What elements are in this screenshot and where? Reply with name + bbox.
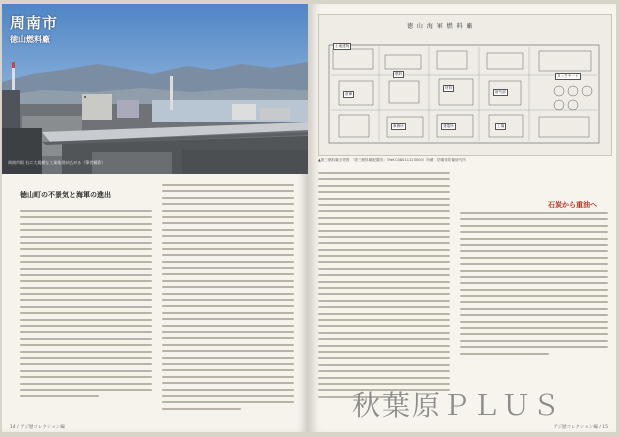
city-title	[10, 12, 58, 45]
city-photo	[2, 4, 308, 174]
map-label: 工場	[497, 124, 505, 128]
map-caption: ▲第三燃料廠全景図 「第三燃料廠配置図」（Ref.C08011123000）所蔵：防衛省防衛研究所	[318, 158, 466, 162]
text-column-2	[162, 184, 294, 414]
text-column-3	[318, 172, 450, 402]
left-page	[2, 4, 308, 432]
map-label: 土地建物	[335, 44, 350, 48]
map-label: 材料	[445, 86, 453, 90]
watermark-text: 秋葉原ＰＬＵＳ	[352, 389, 563, 422]
map-label: タンクヤード	[557, 74, 579, 78]
map-label: 燃料	[395, 72, 403, 76]
city-subtitle: 徳山燃料廠	[10, 34, 50, 44]
map-label: 発電所	[443, 124, 454, 128]
section-heading-right: 石炭から重油へ	[548, 201, 597, 209]
map-label: 研究部	[495, 90, 506, 94]
map-label: 事務所	[393, 124, 404, 128]
map-label: 倉庫	[345, 92, 353, 96]
section-heading-left: 徳山町の不景気と海軍の進出	[20, 191, 111, 199]
page-folio-left: 14 / アジ歴コレクション編	[10, 425, 65, 430]
text-column-4	[460, 212, 608, 359]
photo-caption: 周南市街 右に大規模な工業地帯が広がる（筆者撮影）	[8, 160, 106, 165]
right-page	[310, 4, 616, 432]
text-column-1	[20, 210, 152, 402]
city-name: 周南市	[10, 14, 59, 32]
map-title: 徳 山 海 軍 燃 料 廠	[407, 23, 474, 30]
factory-map	[318, 14, 612, 156]
page-folio-right: アジ歴コレクション編 / 15	[553, 425, 608, 430]
